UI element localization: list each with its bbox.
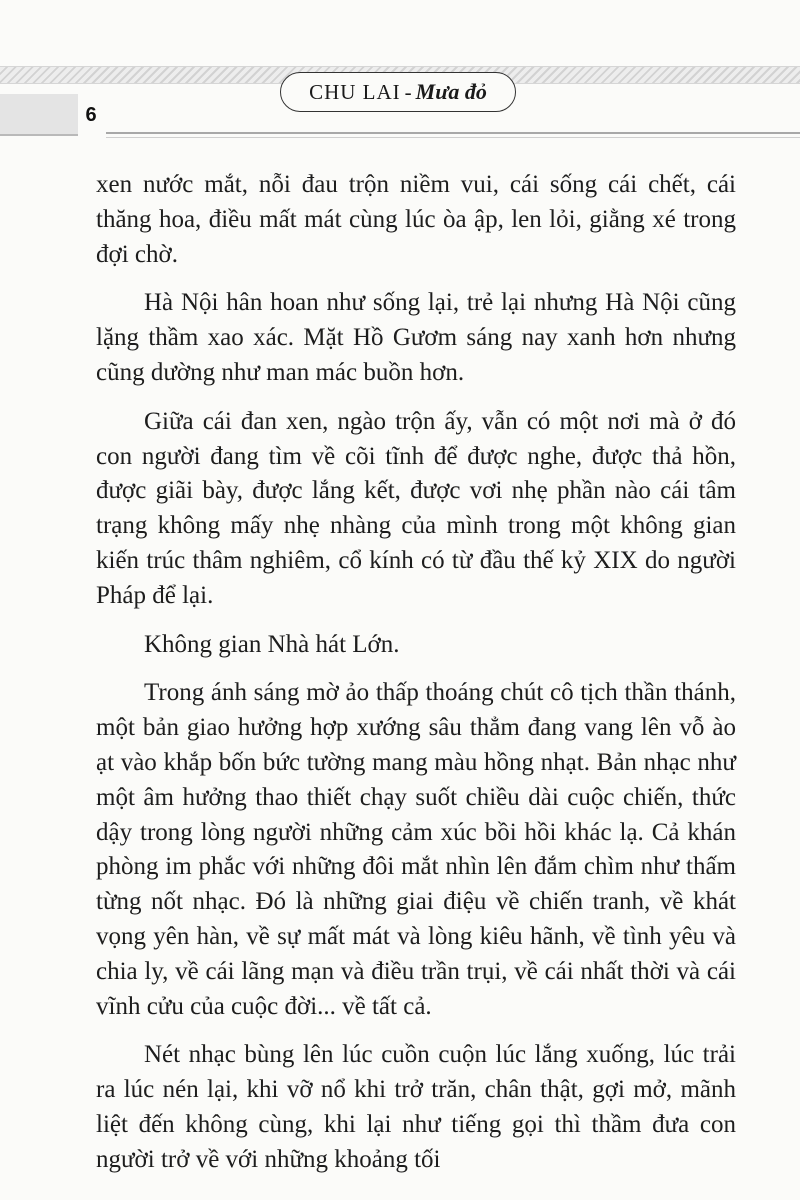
paragraph: Giữa cái đan xen, ngào trộn ấy, vẫn có một nơi mà ở đó con người đang tìm về cõi tĩnh để được nghe, được thả hồn, được giãi bày, được lắng kết, được vơi nhẹ phần nào cái tâm trạng không mấy nhẹ nhàng của mình trong một không gian kiến trúc thâm nghiêm, cổ kính có từ đầu thế kỷ XIX do người Pháp để lại. (96, 407, 736, 609)
page-body (96, 168, 736, 1192)
paragraph: xen nước mắt, nỗi đau trộn niềm vui, cái sống cái chết, cái thăng hoa, điều mất mát cùng lúc òa ập, len lỏi, giằng xé trong đợi chờ. (96, 171, 736, 268)
page-number: 6 (85, 104, 97, 126)
running-header-book-title: Mưa đỏ (415, 79, 487, 104)
paragraph: Nét nhạc bùng lên lúc cuồn cuộn lúc lắng xuống, lúc trải ra lúc nén lại, khi vỡ nổ khi trở trăn, chân thật, gợi mở, mãnh liệt đến không cùng, khi lại như tiếng gọi thì thầm đưa con người trở về với những khoảng tối (96, 1041, 736, 1173)
paragraph: Hà Nội hân hoan như sống lại, trẻ lại nhưng Hà Nội cũng lặng thầm xao xác. Mặt Hồ Gươm sáng nay xanh hơn nhưng cũng dường như man mác buồn hơn. (96, 289, 736, 386)
running-header-separator: - (404, 79, 412, 104)
running-header (280, 72, 516, 112)
header-rule-secondary (106, 137, 800, 138)
paragraph: Trong ánh sáng mờ ảo thấp thoáng chút cô tịch thần thánh, một bản giao hưởng hợp xướng sâu thẳm đang vang lên vỗ ào ạt vào khắp bốn bức tường mang màu hồng nhạt. Bản nhạc như một âm hưởng thao thiết chạy suốt chiều dài cuộc chiến, thức dậy trong lòng người những cảm xúc bồi hồi khác lạ. Cả khán phòng im phắc với những đôi mắt nhìn lên đắm chìm như thấm từng nốt nhạc. Đó là những giai điệu về chiến tranh, về khát vọng yên hàn, về sự mất mát và lòng kiêu hãnh, về tình yêu và chia ly, về cái lãng mạn và điều trần trụi, về cái nhất thời và cái vĩnh cửu của cuộc đời... về tất cả. (96, 679, 736, 1020)
paragraph: Không gian Nhà hát Lớn. (144, 630, 400, 658)
page-number-tab (0, 94, 78, 136)
running-header-author: CHU LAI (309, 79, 401, 104)
header-rule (106, 132, 800, 134)
